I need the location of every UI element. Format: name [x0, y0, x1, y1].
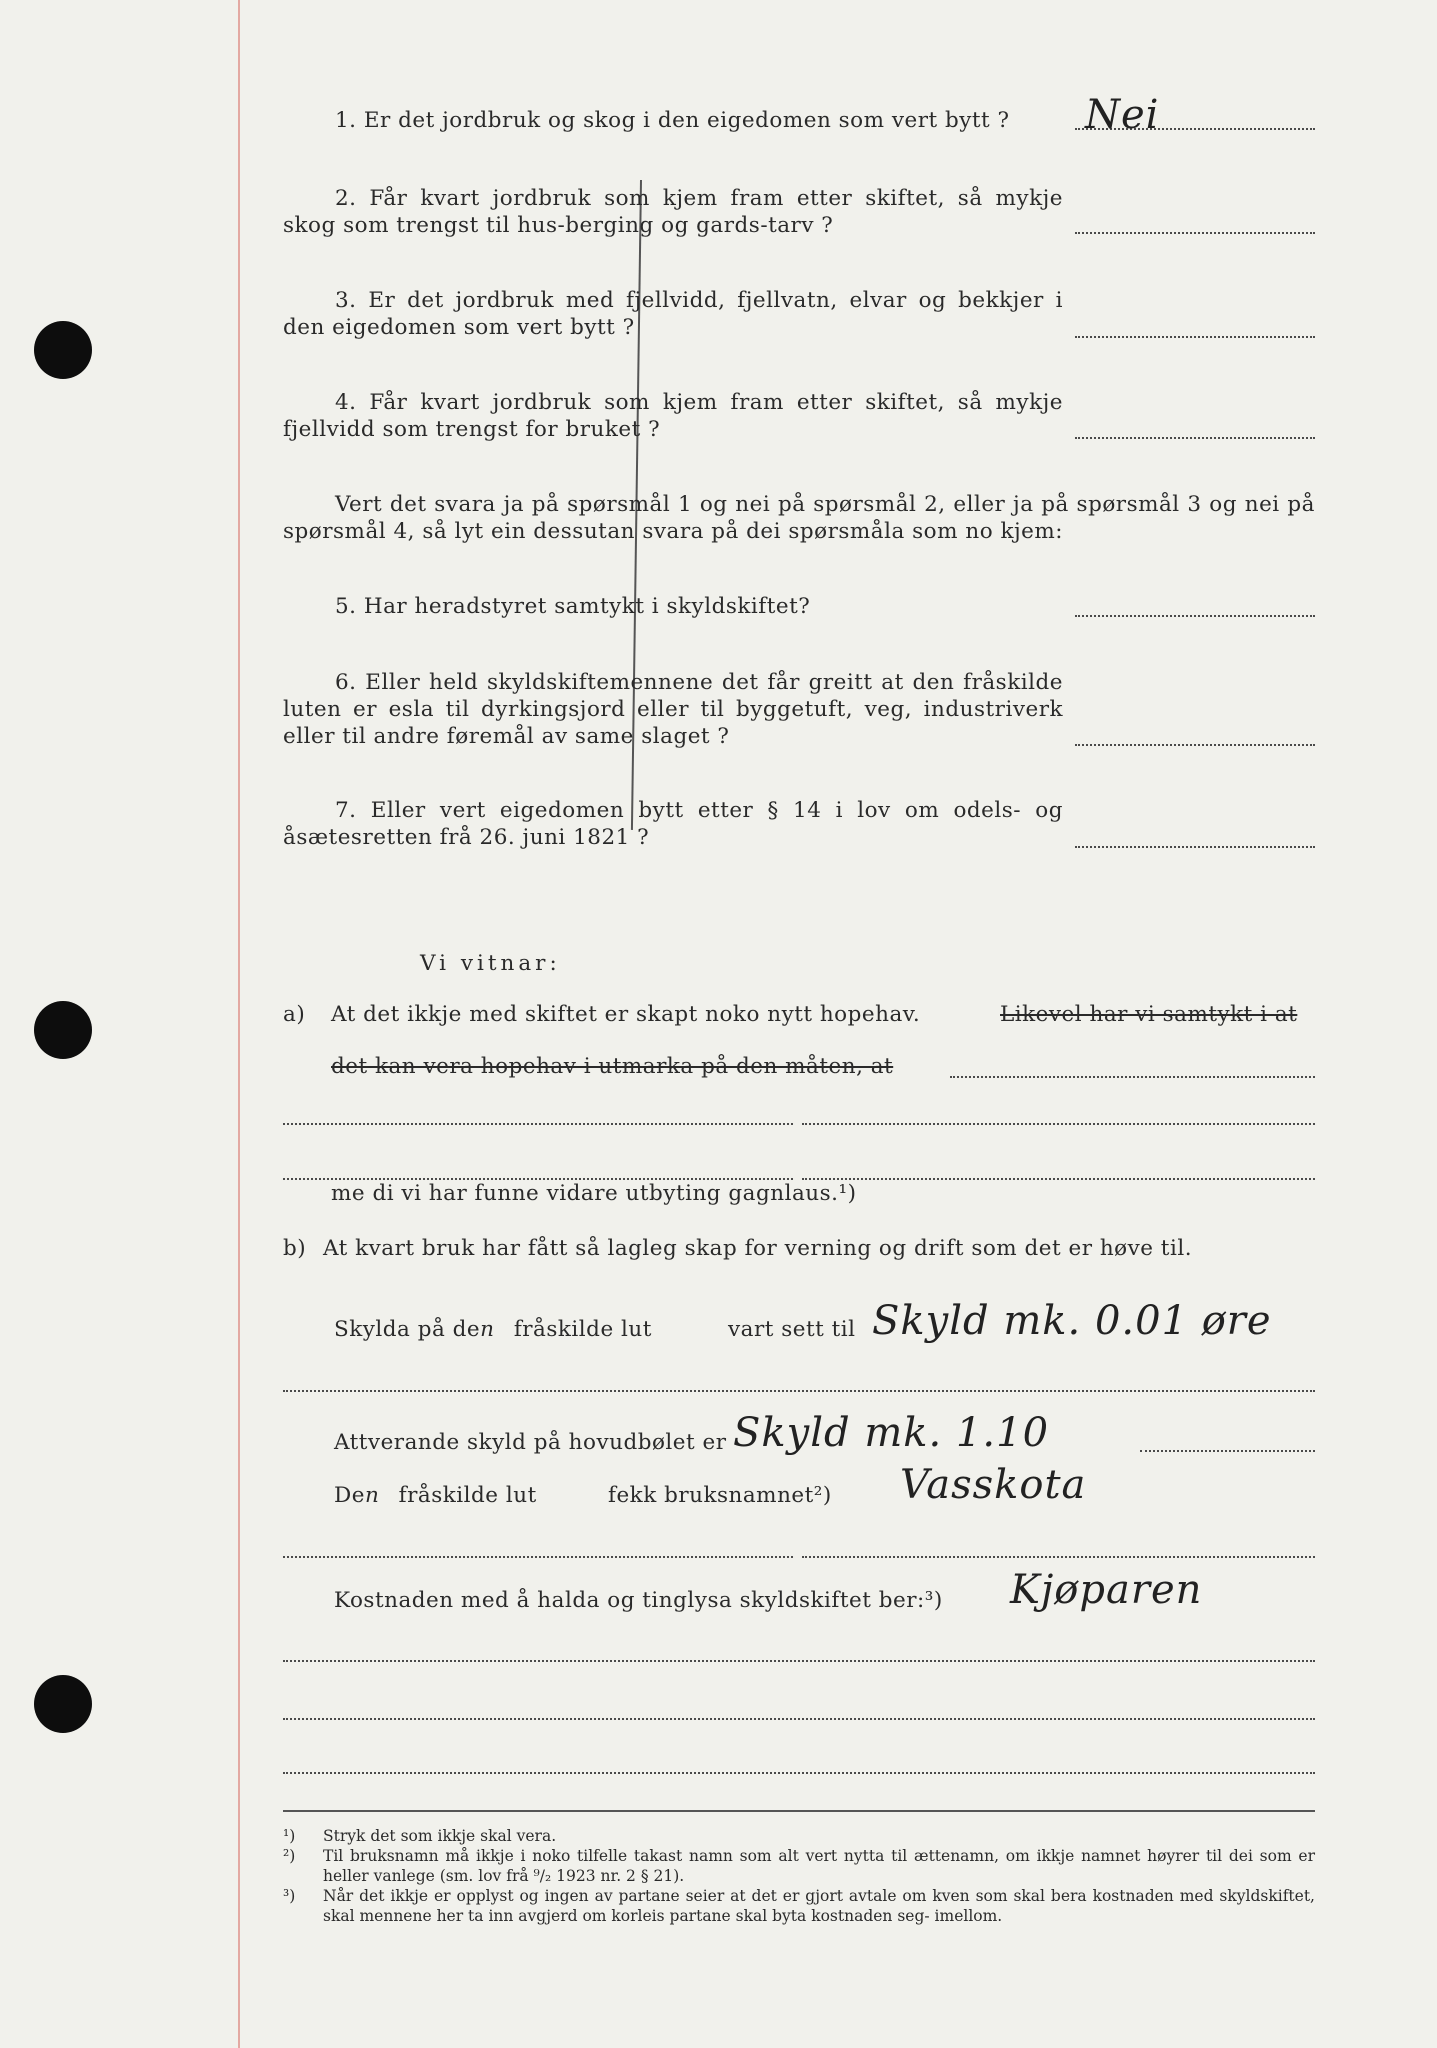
blank-line [950, 1076, 1315, 1078]
answer-line-7 [1075, 846, 1315, 848]
question-5: 5. Har heradstyret samtykt i skyldskiftet? [335, 594, 811, 619]
footnote-rule [283, 1810, 1315, 1812]
vitnar-heading: Vi vitnar: [420, 951, 561, 976]
instruction-text: Vert det svara ja på spørsmål 1 og nei på spørsmål 2, eller ja på spørsmål 3 og nei på spørsmål 4, så lyt ein dessutan svara på dei spørsmåla som no kjem: [283, 492, 1315, 544]
item-a-struck-text-1: Likevel har vi samtykt i at [1000, 1002, 1298, 1027]
skylda-label: Skylda på den fråskilde lut [334, 1317, 652, 1342]
blank-line [283, 1772, 1315, 1774]
question-4: 4. Får kvart jordbruk som kjem fram etter skiftet, så mykje fjellvidd som trengst for bruket ? [283, 390, 1063, 442]
kostnad-label: Kostnaden med å halda og tinglysa skyldskiftet ber:³) [334, 1588, 943, 1613]
answer-line-2 [1075, 232, 1315, 234]
blank-line [802, 1556, 1315, 1558]
footnote-3: ³) Når det ikkje er opplyst og ingen av partane seier at det er gjort avtale om kven som skal bera kostnaden med skyldskiftet, skal mennene her ta inn avgjerd om korleis partane skal byta kostnaden seg- imellom. [283, 1887, 1315, 1925]
skylda-label-2: vart sett til [728, 1317, 856, 1342]
margin-rule [238, 0, 240, 2048]
item-a-label: a) [283, 1002, 306, 1027]
blank-line [283, 1390, 1315, 1392]
question-2: 2. Får kvart jordbruk som kjem fram etter skiftet, så mykje skog som trengst til hus-berging og gards-tarv ? [283, 186, 1063, 238]
question-1: 1. Er det jordbruk og skog i den eigedomen som vert bytt ? [335, 108, 1010, 133]
skylda-handwriting: Skyld mk. 0.01 øre [872, 1298, 1272, 1344]
blank-line [283, 1718, 1315, 1720]
blank-line [802, 1178, 1315, 1180]
question-3: 3. Er det jordbruk med fjellvidd, fjellvatn, elvar og bekkjer i den eigedomen som vert bytt ? [283, 288, 1063, 340]
answer-line-3 [1075, 336, 1315, 338]
punch-hole [34, 321, 92, 379]
blank-line [283, 1123, 793, 1125]
answer-line-4 [1075, 437, 1315, 439]
answer-1-handwriting: Nei [1085, 92, 1160, 138]
answer-line-6 [1075, 744, 1315, 746]
item-a-end-text: me di vi har funne vidare utbyting gagnlaus.¹) [331, 1181, 857, 1206]
bruksnamn-label-2: fekk bruksnamnet²) [608, 1483, 832, 1508]
blank-line [283, 1556, 793, 1558]
blank-line [283, 1660, 1315, 1662]
bruksnamn-label: Den fråskilde lut [334, 1483, 537, 1508]
attverande-label: Attverande skyld på hovudbølet er [334, 1430, 727, 1455]
item-b-text: At kvart bruk har fått så lagleg skap for verning og drift som det er høve til. [323, 1236, 1193, 1261]
punch-hole [34, 1675, 92, 1733]
blank-line [802, 1123, 1315, 1125]
bruksnamn-handwriting: Vasskota [900, 1462, 1087, 1508]
item-a-struck-text-2: det kan vera hopehav i utmarka på den måten, at [331, 1054, 894, 1079]
footnotes [283, 1826, 1315, 1926]
blank-line [1140, 1450, 1315, 1452]
attverande-handwriting: Skyld mk. 1.10 [733, 1410, 1050, 1456]
item-b-label: b) [283, 1236, 307, 1261]
punch-hole [34, 1001, 92, 1059]
kostnad-handwriting: Kjøparen [1010, 1567, 1203, 1613]
footnote-1: ¹) Stryk det som ikkje skal vera. [283, 1827, 557, 1845]
footnote-2: ²) Til bruksnamn må ikkje i noko tilfelle takast namn som alt vert nytta til ættenamn, om ikkje namnet høyrer til dei som er heller vanlege (sm. lov frå ⁹/₂ 1923 nr. 2 § 21). [283, 1847, 1315, 1885]
question-7: 7. Eller vert eigedomen bytt etter § 14 i lov om odels- og åsætesretten frå 26. juni 1821 ? [283, 798, 1063, 850]
item-a-text: At det ikkje med skiftet er skapt noko nytt hopehav. [331, 1002, 921, 1027]
answer-line-5 [1075, 615, 1315, 617]
question-6: 6. Eller held skyldskiftemennene det får greitt at den fråskilde luten er esla til dyrkingsjord eller til byggetuft, veg, industriverk eller til andre føremål av same slaget ? [283, 670, 1063, 749]
